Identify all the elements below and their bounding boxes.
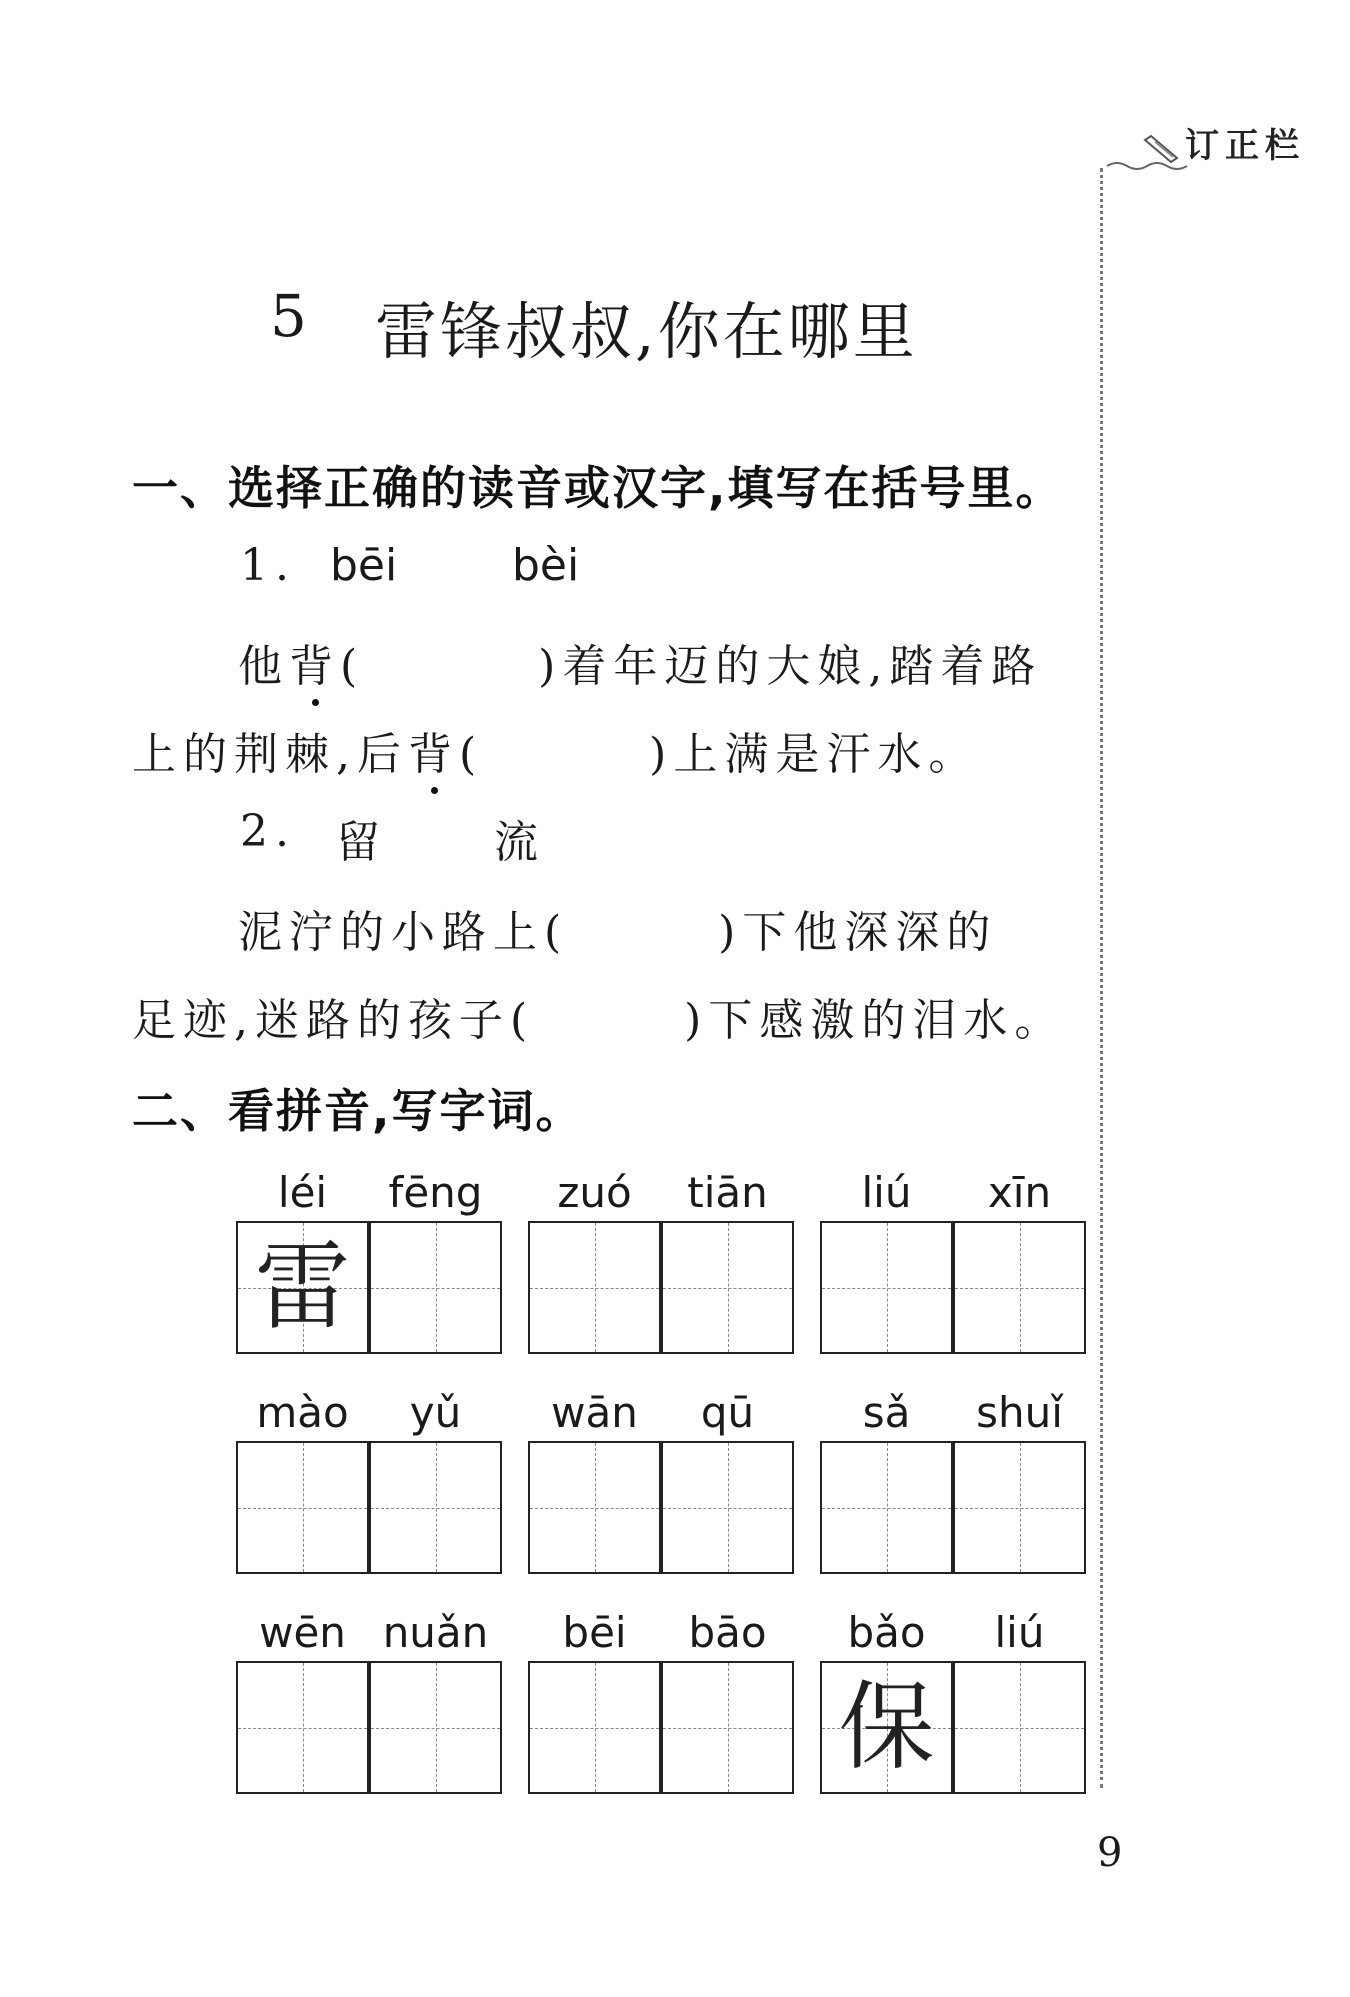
- q2-number: 2.: [240, 806, 296, 857]
- writing-box[interactable]: [661, 1441, 794, 1574]
- pinyin-label: zuó: [557, 1168, 632, 1217]
- written-character: 雷: [254, 1231, 351, 1343]
- writing-box[interactable]: [369, 1661, 502, 1794]
- writing-box[interactable]: [953, 1221, 1086, 1354]
- q1-option-2: bèi: [512, 540, 580, 591]
- writing-box[interactable]: [661, 1221, 794, 1354]
- q1-number: 1.: [240, 540, 296, 591]
- correction-column-label: 订正栏: [1185, 126, 1305, 166]
- pinyin-label: bǎo: [847, 1608, 926, 1657]
- writing-box[interactable]: [528, 1661, 661, 1794]
- writing-box[interactable]: [236, 1221, 369, 1354]
- page-number: 9: [1097, 1830, 1123, 1876]
- pinyin-label: liú: [994, 1608, 1045, 1657]
- writing-box[interactable]: [369, 1221, 502, 1354]
- writing-box[interactable]: [236, 1661, 369, 1794]
- pinyin-label: bēi: [562, 1608, 627, 1657]
- pinyin-label: wēn: [259, 1608, 346, 1657]
- q1-line-1: 他背( )着年迈的大娘,踏着路: [238, 630, 1042, 694]
- writing-box[interactable]: [953, 1661, 1086, 1794]
- writing-box[interactable]: [820, 1441, 953, 1574]
- correction-column-divider: [1100, 168, 1103, 1788]
- pen-icon: [1105, 130, 1195, 170]
- q1-option-1: bēi: [330, 540, 398, 591]
- pinyin-label: léi: [277, 1168, 328, 1217]
- pinyin-label: liú: [861, 1168, 912, 1217]
- q2-option-2: 流: [494, 817, 545, 868]
- pinyin-label: nuǎn: [382, 1608, 489, 1657]
- pinyin-label: fēng: [388, 1168, 483, 1217]
- q2-line-1: 泥泞的小路上( )下他深深的: [238, 907, 998, 958]
- pinyin-label: bāo: [688, 1608, 767, 1657]
- section-1-title: 一、选择正确的读音或汉字,填写在括号里。: [132, 461, 1064, 515]
- section-2-title: 二、看拼音,写字词。: [132, 1084, 584, 1138]
- writing-box[interactable]: [820, 1661, 953, 1794]
- q2-line-2: 足迹,迷路的孩子( )下感激的泪水。: [132, 995, 1066, 1046]
- writing-box[interactable]: [528, 1221, 661, 1354]
- pinyin-label: sǎ: [862, 1388, 911, 1437]
- q2-option-1: 留: [336, 817, 387, 868]
- pinyin-label: shuǐ: [976, 1388, 1063, 1437]
- pinyin-label: yǔ: [409, 1388, 462, 1437]
- pinyin-label: qū: [700, 1388, 755, 1437]
- pinyin-label: xīn: [987, 1168, 1052, 1217]
- writing-box[interactable]: [820, 1221, 953, 1354]
- writing-box[interactable]: [661, 1661, 794, 1794]
- writing-box[interactable]: [236, 1441, 369, 1574]
- writing-box[interactable]: [953, 1441, 1086, 1574]
- lesson-title: 雷锋叔叔,你在哪里: [375, 295, 918, 368]
- pinyin-label: wān: [551, 1388, 638, 1437]
- written-character: 保: [838, 1671, 935, 1783]
- writing-box[interactable]: [369, 1441, 502, 1574]
- writing-box[interactable]: [528, 1441, 661, 1574]
- q1-line-2: 上的荆棘,后背( )上满是汗水。: [132, 718, 979, 782]
- pinyin-label: tiān: [687, 1168, 768, 1217]
- lesson-number: 5: [270, 282, 307, 350]
- pinyin-label: mào: [256, 1388, 349, 1437]
